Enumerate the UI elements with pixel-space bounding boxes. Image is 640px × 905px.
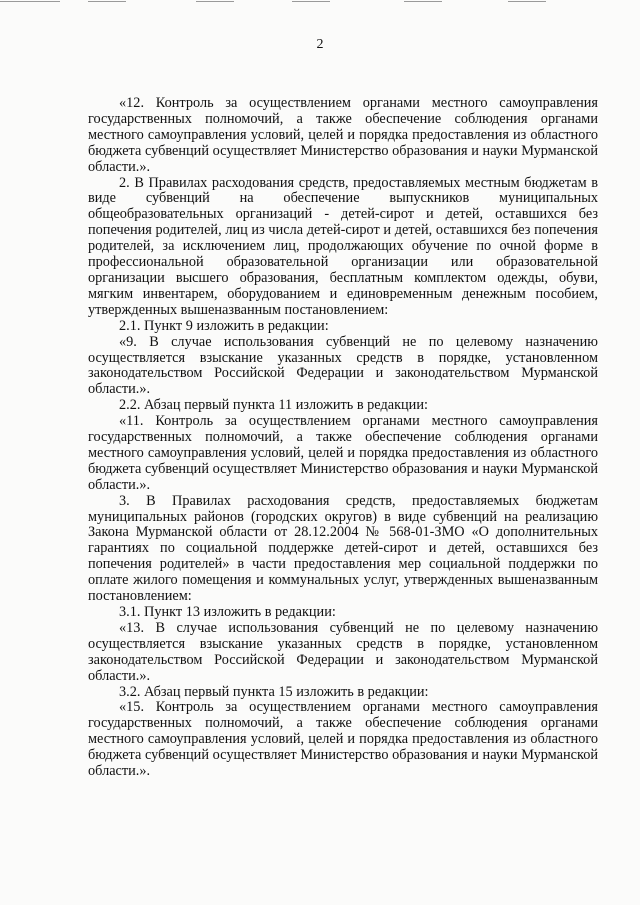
scan-artifact [508,1,546,2]
scan-artifact [196,1,234,2]
paragraph-item-3-2: 3.2. Абзац первый пункта 15 изложить в редакции: [119,683,429,700]
scan-artifact [404,1,442,2]
paragraph-item-2-2: 2.2. Абзац первый пункта 11 изложить в редакции: [119,397,428,414]
paragraph-quote-11: «11. Контроль за осуществлением органами местного самоуправления государственных полномочий, а также обеспечение соблюдения органами местного самоуправления условий, целей и порядка предоставления из областного бюджета субвенций осуществляет Министерство образования и науки Мурманской области.». [88,413,598,493]
paragraph-item-3: 3. В Правилах расходования средств, предоставляемых бюджетам муниципальных районов (городских округов) в виде субвенций на реализацию Закона Мурманской области от 28.12.2004 № 568-01-ЗМО «О дополнительных гарантиях по социальной поддержке детей-сирот и детей, оставшихся без попечения родителей» в части предоставления мер социальной поддержки по оплате жилого помещения и коммунальных услуг, утвержденных вышеназванным постановлением: [88,492,598,605]
document-body [88,96,598,780]
paragraph-item-2: 2. В Правилах расходования средств, предоставляемых местным бюджетам в виде субвенций на обеспечение выпускников муниципальных общеобразовательных организаций - детей-сирот и детей, оставшихся без попечения родителей, лиц из числа детей-сирот и детей, оставшихся без попечения родителей, за исключением лиц, продолжающих обучение по очной форме в профессиональной образовательной организации или образовательной организации высшего образования, бесплатным комплектом одежды, обуви, мягким инвентарем, оборудованием и единовременным денежным пособием, утвержденных вышеназванным постановлением: [88,174,598,318]
paragraph-quote-15: «15. Контроль за осуществлением органами местного самоуправления государственных полномочий, а также обеспечение соблюдения органами местного самоуправления условий, целей и порядка предоставления из областного бюджета субвенций осуществляет Министерство образования и науки Мурманской области.». [88,699,598,780]
paragraph-item-3-1: 3.1. Пункт 13 изложить в редакции: [119,604,336,620]
scan-artifact [0,1,60,2]
page-number: 2 [316,37,324,52]
paragraph-item-2-1: 2.1. Пункт 9 изложить в редакции: [119,317,329,334]
paragraph-quote-13: «13. В случае использования субвенций не по целевому назначению осуществляется взыскание указанных средств в порядке, установленном законодательством Российской Федерации и законодательством Мурманской области.». [88,619,598,684]
paragraph-quote-12: «12. Контроль за осуществлением органами местного самоуправления государственных полномочий, а также обеспечение соблюдения органами местного самоуправления условий, целей и порядка предоставления из областного бюджета субвенций осуществляет Министерство образования и науки Мурманской области.». [88,95,598,175]
paragraph-quote-9: «9. В случае использования субвенций не по целевому назначению осуществляется взыскание указанных средств в порядке, установленном законодательством Российской Федерации и законодательством Мурманской области.». [88,333,598,398]
scan-artifact [88,1,126,2]
scan-artifact [292,1,330,2]
